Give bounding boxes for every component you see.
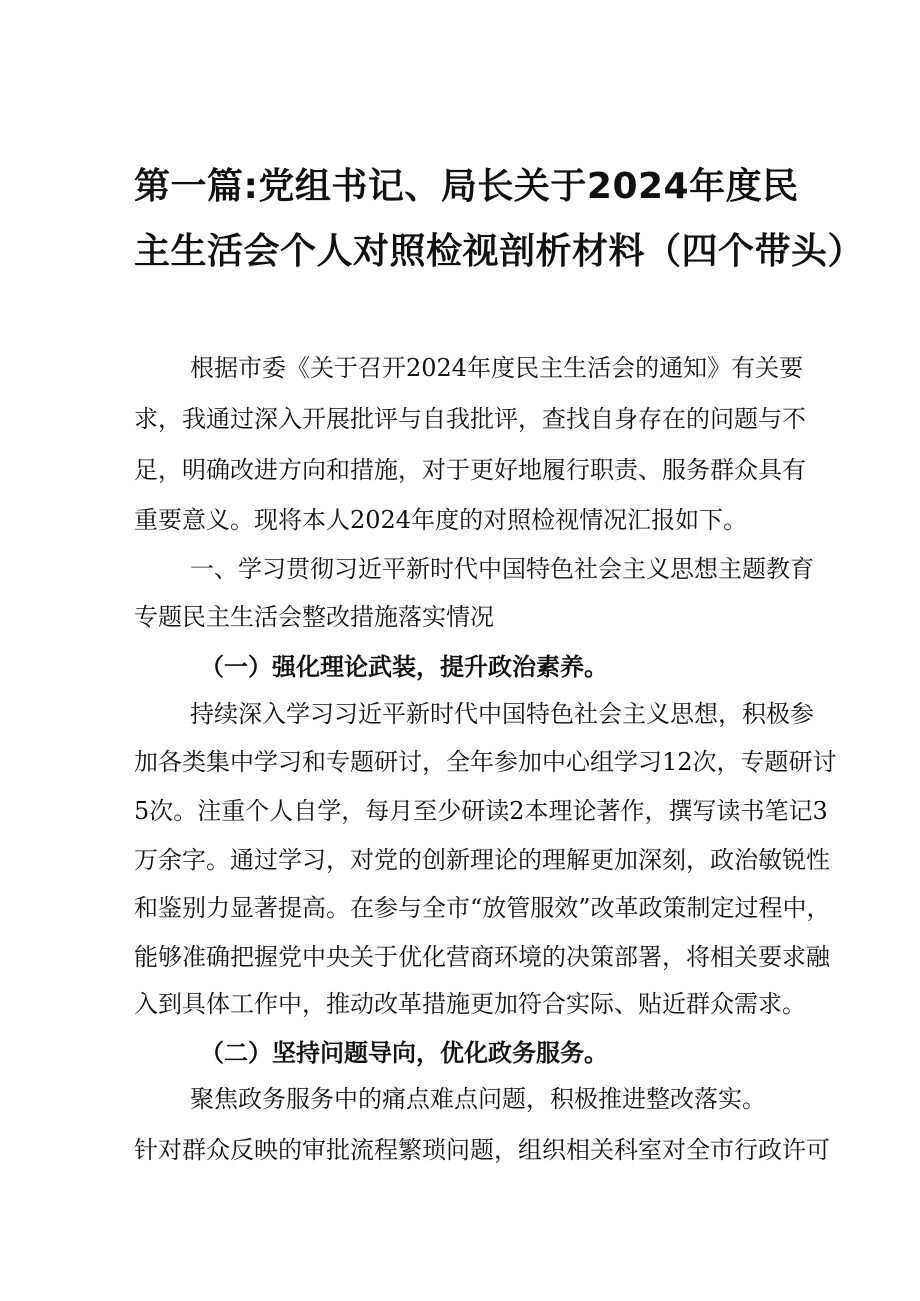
subsection-1-line-1: 持续深入学习习近平新时代中国特色社会主义思想，积极参 <box>190 700 814 728</box>
subsection-1-line-3: 5次。注重个人自学，每月至少研读2本理论著作，撰写读书笔记3 <box>134 797 828 825</box>
subsection-1-line-2: 加各类集中学习和专题研讨，全年参加中心组学习12次，专题研讨 <box>134 748 837 776</box>
subsection-1-line-7: 入到具体工作中，推动改革措施更加符合实际、贴近群众需求。 <box>134 990 806 1018</box>
subsection-1-heading: （一）强化理论武装，提升政治素养。 <box>200 652 608 681</box>
section-1-heading-line-2: 专题民主生活会整改措施落实情况 <box>134 603 494 631</box>
document-title-line-2: 主生活会个人对照检视剖析材料（四个带头） <box>134 231 865 272</box>
subsection-1-line-4: 万余字。通过学习，对党的创新理论的理解更加深刻，政治敏锐性 <box>134 846 830 874</box>
document-title-line-1: 第一篇:党组书记、局长关于2024年度民 <box>134 166 799 207</box>
intro-paragraph-line-1: 根据市委《关于召开2024年度民主生活会的通知》有关要 <box>190 354 804 382</box>
subsection-2-heading: （二）坚持问题导向，优化政务服务。 <box>200 1038 608 1067</box>
section-1-heading-line-1: 一、学习贯彻习近平新时代中国特色社会主义思想主题教育 <box>190 555 814 583</box>
subsection-2-line-1: 聚焦政务服务中的痛点难点问题，积极推进整改落实。 <box>190 1085 766 1113</box>
subsection-1-line-6: 能够准确把握党中央关于优化营商环境的决策部署，将相关要求融 <box>134 943 830 971</box>
subsection-1-line-5: 和鉴别力显著提高。在参与全市“放管服效”改革政策制定过程中， <box>134 894 831 922</box>
intro-paragraph-line-2: 求，我通过深入开展批评与自我批评，查找自身存在的问题与不 <box>134 405 806 433</box>
intro-paragraph-line-4: 重要意义。现将本人2024年度的对照检视情况汇报如下。 <box>134 506 748 534</box>
subsection-2-line-2: 针对群众反映的审批流程繁琐问题，组织相关科室对全市行政许可 <box>134 1136 830 1164</box>
intro-paragraph-line-3: 足，明确改进方向和措施，对于更好地履行职责、服务群众具有 <box>134 456 806 484</box>
